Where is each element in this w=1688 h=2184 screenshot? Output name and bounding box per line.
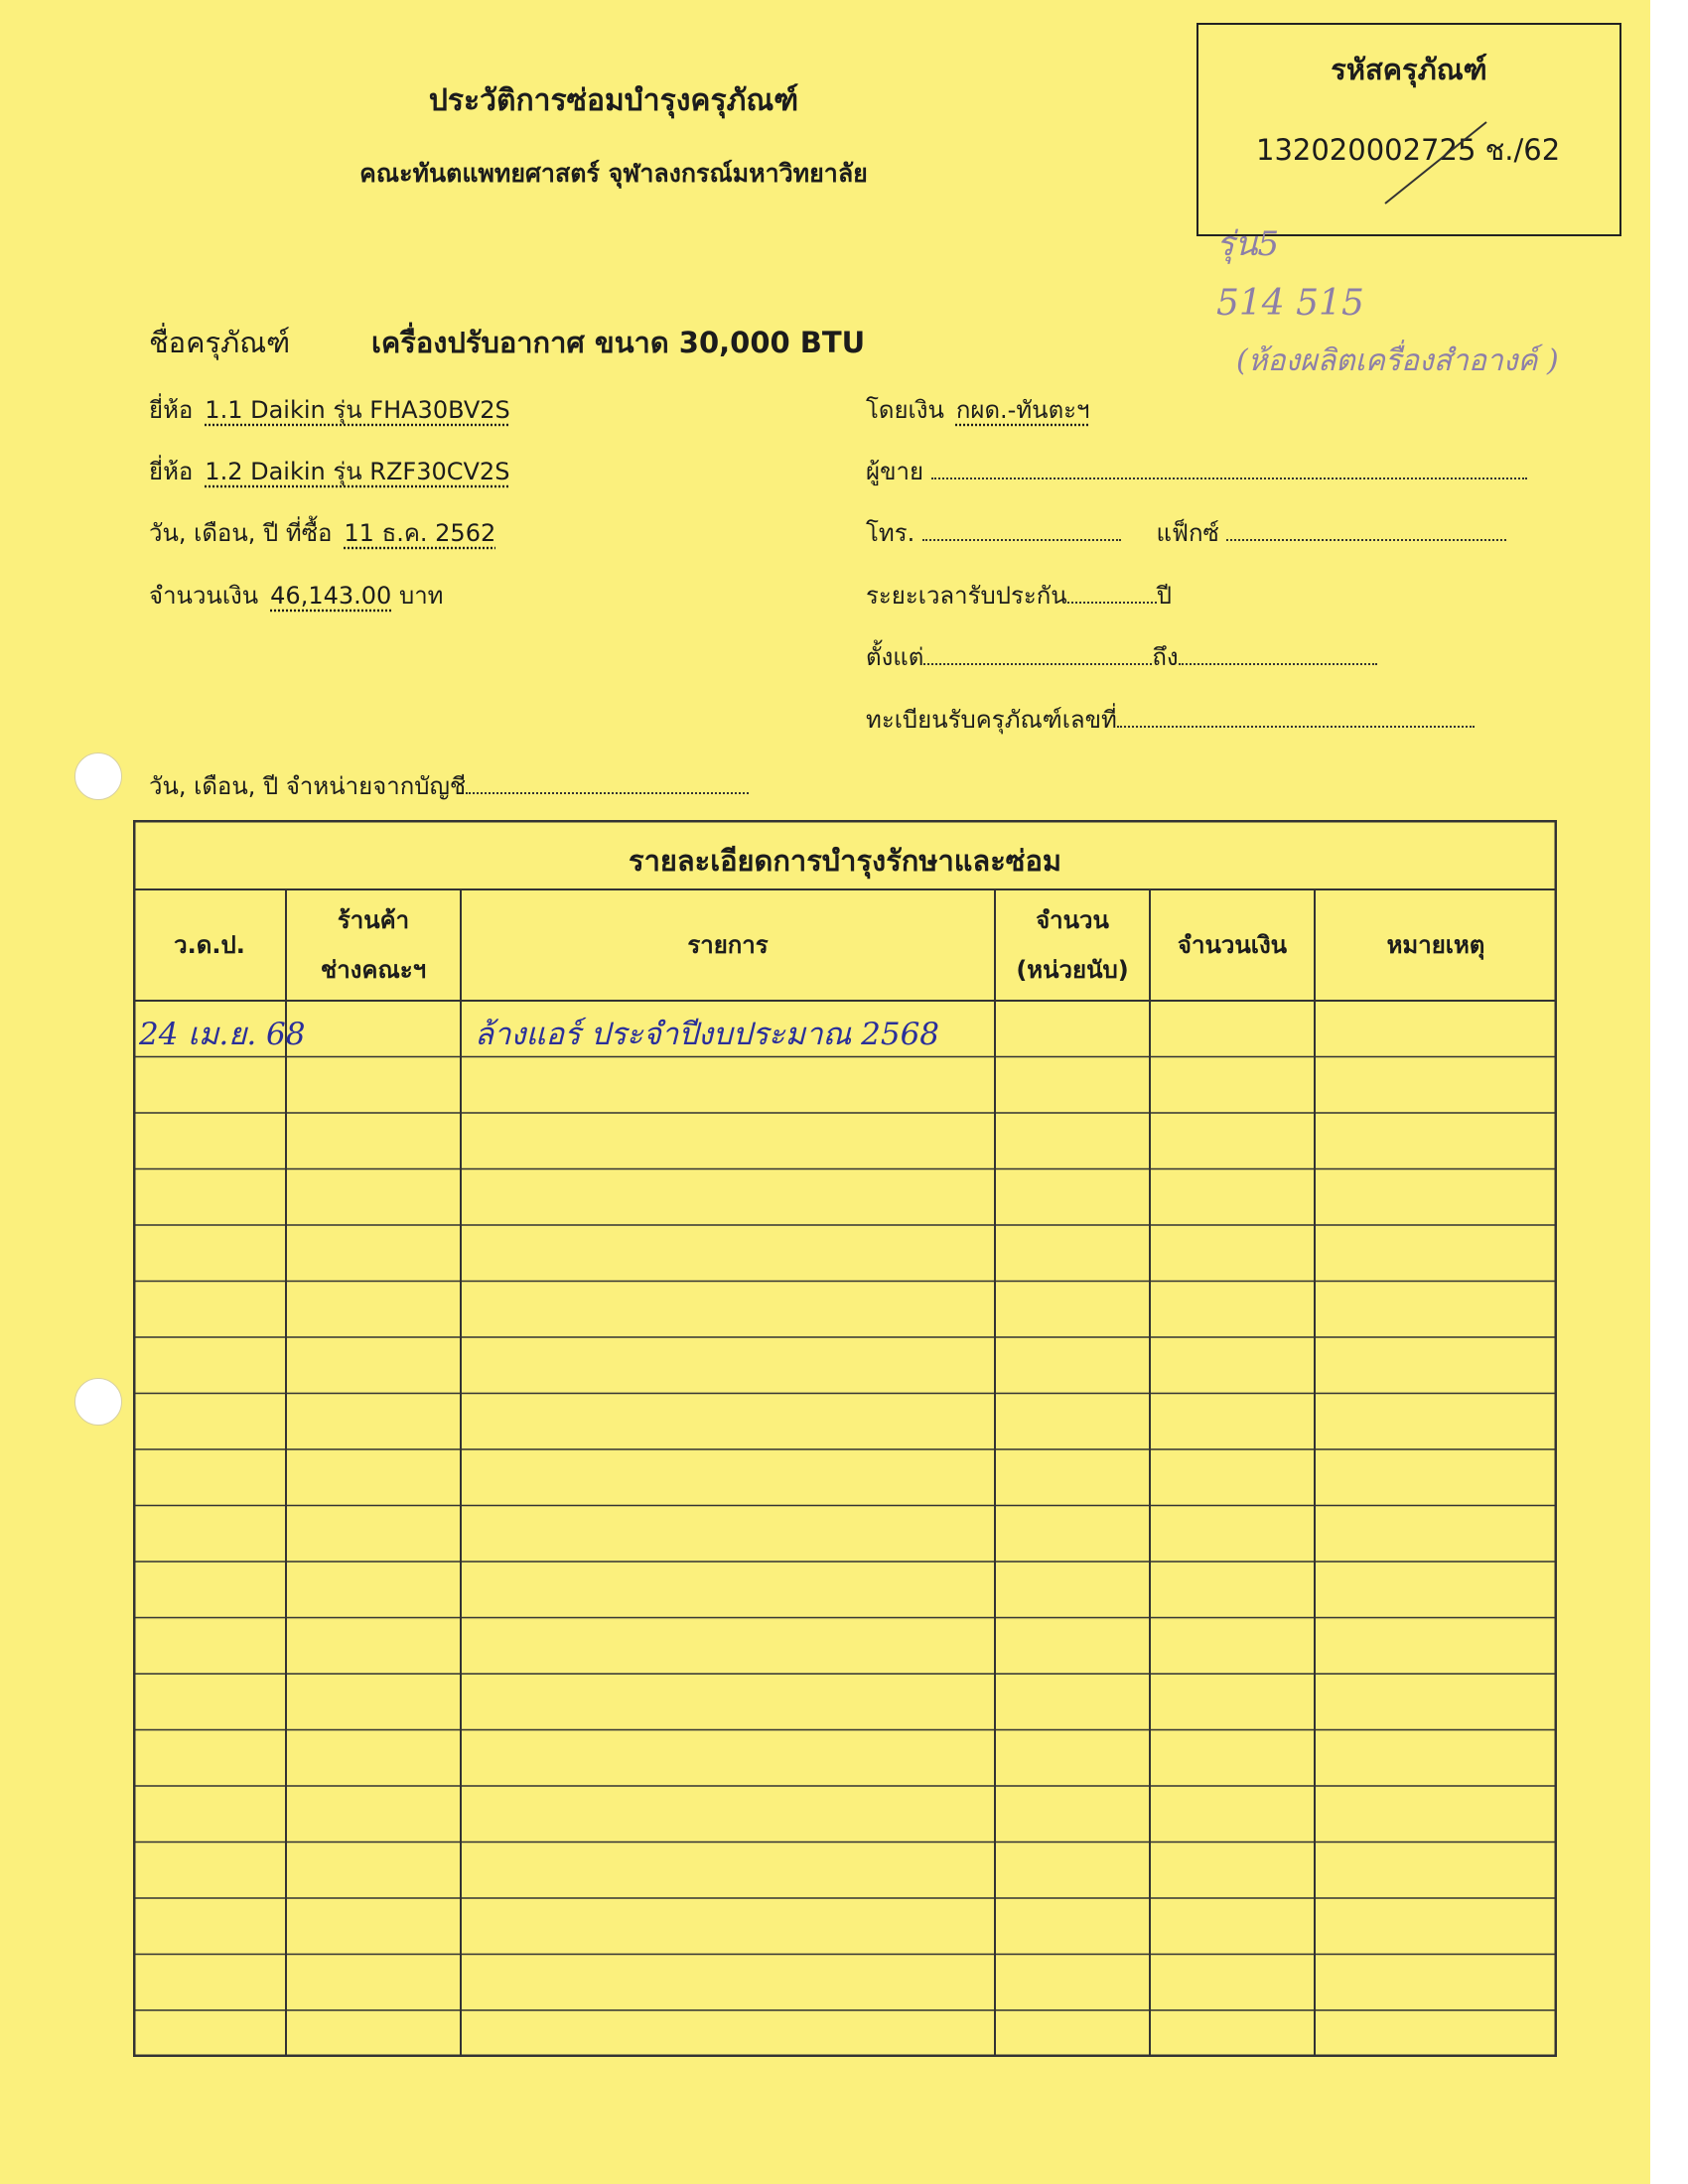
from-label: ตั้งแต่ (866, 643, 924, 671)
from-blank (923, 643, 1152, 665)
equipment-code-box (1196, 23, 1621, 236)
disposal-blank (466, 772, 749, 794)
header-item: รายการ (687, 931, 769, 959)
warranty-line (866, 576, 1172, 614)
equipment-code-number: 132020002725 ช./62 (1256, 133, 1561, 167)
seller-line (866, 452, 1527, 490)
seller-blank (931, 458, 1527, 479)
brand-1-label: ยี่ห้อ (149, 396, 194, 424)
brand-1-value: 1.1 Daikin รุ่น FHA30BV2S (205, 396, 510, 424)
brand-2-value: 1.2 Daikin รุ่น RZF30CV2S (205, 458, 510, 485)
header-quantity: จำนวน (หน่วยนับ) (1016, 906, 1129, 984)
warranty-label: ระยะเวลารับประกัน (866, 582, 1067, 610)
table-caption: รายละเอียดการบำรุงรักษาและซ่อม (629, 844, 1061, 878)
handwritten-model-note: รุ่น5 (1216, 224, 1280, 264)
header-remark: หมายเหตุ (1386, 931, 1485, 959)
amount-label: จำนวนเงิน (149, 582, 259, 610)
brand-2-line (149, 452, 509, 490)
equipment-code-label: รหัสครุภัณฑ์ (1331, 53, 1487, 86)
to-blank (1179, 643, 1377, 665)
disposal-line (149, 766, 749, 805)
handwritten-room-description: (ห้องผลิตเครื่องสำอางค์ ) (1236, 343, 1559, 378)
to-label: ถึง (1152, 643, 1179, 671)
warranty-unit: ปี (1156, 582, 1172, 610)
amount-line (149, 576, 443, 614)
fax-label: แฟ็กซ์ (1156, 519, 1219, 547)
period-line (866, 637, 1377, 676)
purchase-date-line (149, 513, 495, 552)
phone-label: โทร. (866, 519, 915, 547)
header-amount: จำนวนเงิน (1177, 931, 1288, 959)
fax-blank (1226, 519, 1506, 541)
fund-value: กผด.-ทันตะฯ (955, 396, 1090, 424)
row-1-item: ล้างแอร์ ประจำปีงบประมาณ 2568 (475, 1017, 940, 1052)
fund-line (866, 390, 1090, 429)
punch-hole (74, 752, 122, 800)
brand-2-label: ยี่ห้อ (149, 458, 194, 485)
amount-unit: บาท (398, 582, 444, 610)
purchase-date-value: 11 ธ.ค. 2562 (344, 519, 496, 547)
row-1-date: 24 เม.ย. 68 (139, 1017, 306, 1052)
fund-label: โดยเงิน (866, 396, 944, 424)
registry-blank (1117, 706, 1475, 728)
disposal-label: วัน, เดือน, ปี จำหน่ายจากบัญชี (149, 772, 467, 800)
seller-label: ผู้ขาย (866, 458, 924, 485)
strike-mark (1198, 25, 1623, 238)
punch-hole (74, 1378, 122, 1426)
purchase-date-label: วัน, เดือน, ปี ที่ซื้อ (149, 519, 333, 547)
phone-blank (922, 519, 1121, 541)
table-grid (133, 820, 1557, 2057)
faculty-subtitle: คณะทันตแพทยศาสตร์ จุฬาลงกรณ์มหาวิทยาลัย (359, 159, 868, 188)
header-vendor: ร้านค้า ช่างคณะฯ (320, 906, 427, 984)
warranty-blank (1067, 582, 1157, 604)
phone-fax-line (866, 513, 1506, 552)
header-date: ว.ด.ป. (174, 931, 245, 959)
equipment-name-value: เครื่องปรับอากาศ ขนาด 30,000 BTU (371, 326, 866, 359)
maintenance-table (133, 820, 1557, 2057)
form-title: ประวัติการซ่อมบำรุงครุภัณฑ์ (428, 83, 799, 118)
handwritten-room-numbers: 514 515 (1216, 283, 1364, 324)
registry-line (866, 700, 1475, 739)
registry-label: ทะเบียนรับครุภัณฑ์เลขที่ (866, 706, 1117, 734)
amount-value: 46,143.00 (270, 582, 392, 610)
equipment-name-label: ชื่อครุภัณฑ์ (149, 326, 291, 359)
brand-1-line (149, 390, 510, 429)
